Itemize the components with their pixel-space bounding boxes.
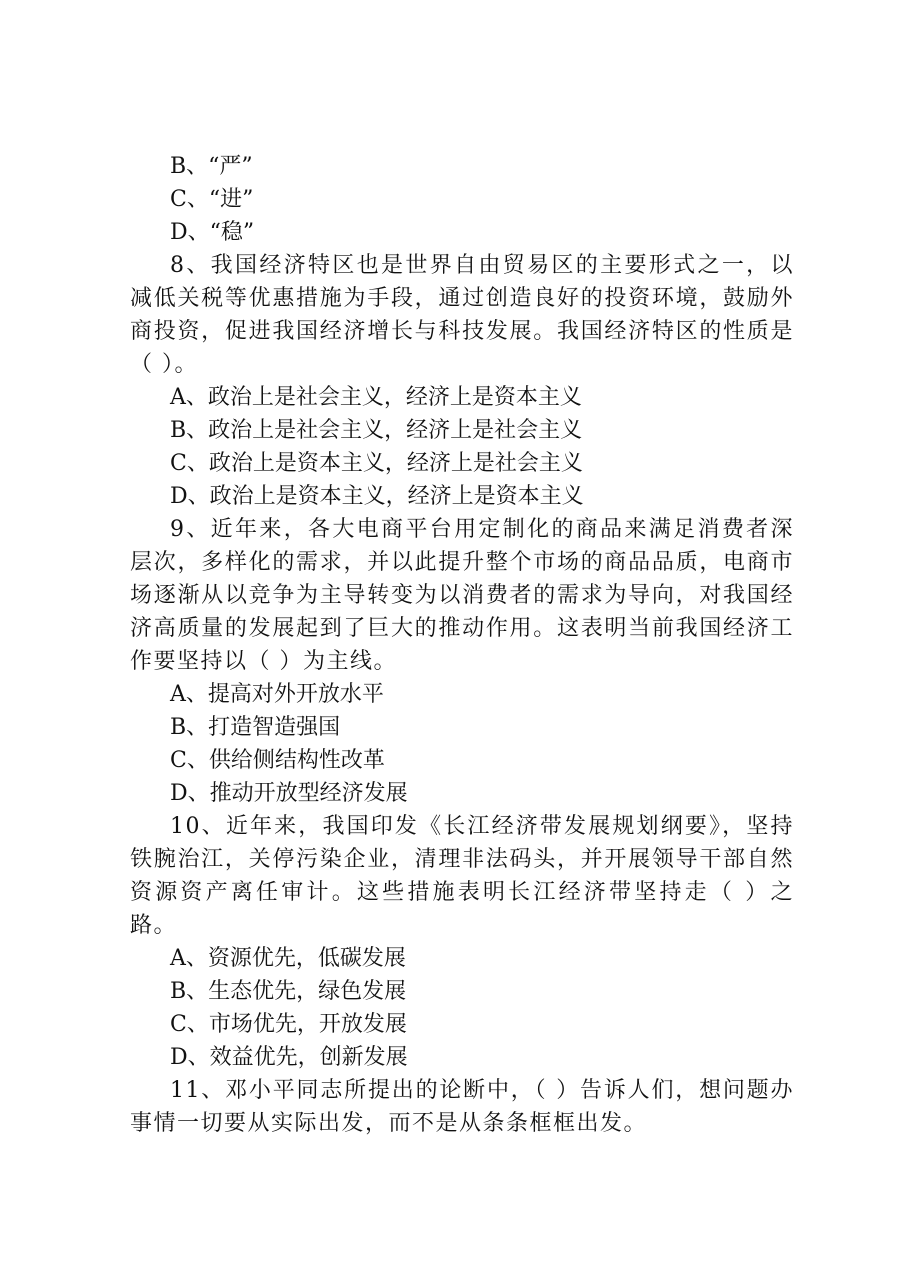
question-11-stem: 11、邓小平同志所提出的论断中，（ ）告诉人们，想问题办事情一切要从实际出发，而不是从条条框框出发。 [130, 1078, 794, 1136]
option-10c: C、市场优先，开放发展 [170, 1012, 407, 1037]
option-8b: B、政治上是社会主义，经济上是社会主义 [170, 418, 583, 443]
option-10a: A、资源优先，低碳发展 [170, 946, 406, 971]
option-10d: D、效益优先，创新发展 [170, 1045, 408, 1070]
document-body [130, 150, 794, 1140]
option-8a: A、政治上是社会主义，经济上是资本主义 [170, 385, 582, 410]
option-8c: C、政治上是资本主义，经济上是社会主义 [170, 451, 583, 476]
option-8d: D、政治上是资本主义，经济上是资本主义 [170, 484, 584, 509]
option-7c: C、“进” [170, 187, 254, 212]
question-9-stem: 9、近年来，各大电商平台用定制化的商品来满足消费者深层次，多样化的需求，并以此提升整个市场的商品品质，电商市场逐渐从以竞争为主导转变为以消费者的需求为导向，对我国经济高质量的发展起到了巨大的推动作用。这表明当前我国经济工作要坚持以（ ）为主线。 [130, 517, 794, 674]
question-8-stem: 8、我国经济特区也是世界自由贸易区的主要形式之一，以减低关税等优惠措施为手段，通过创造良好的投资环境，鼓励外商投资，促进我国经济增长与科技发展。我国经济特区的性质是（ ）。 [130, 253, 794, 377]
option-9a: A、提高对外开放水平 [170, 682, 384, 707]
option-7d: D、“稳” [170, 220, 255, 245]
question-10-stem: 10、近年来，我国印发《长江经济带发展规划纲要》，坚持铁腕治江，关停污染企业，清理非法码头，并开展领导干部自然资源资产离任审计。这些措施表明长江经济带坚持走（ ）之路。 [130, 814, 794, 938]
option-9c: C、供给侧结构性改革 [170, 748, 385, 773]
option-10b: B、生态优先，绿色发展 [170, 979, 407, 1004]
option-9b: B、打造智造强国 [170, 715, 341, 740]
option-7b: B、“严” [170, 154, 253, 179]
option-9d: D、推动开放型经济发展 [170, 781, 408, 806]
